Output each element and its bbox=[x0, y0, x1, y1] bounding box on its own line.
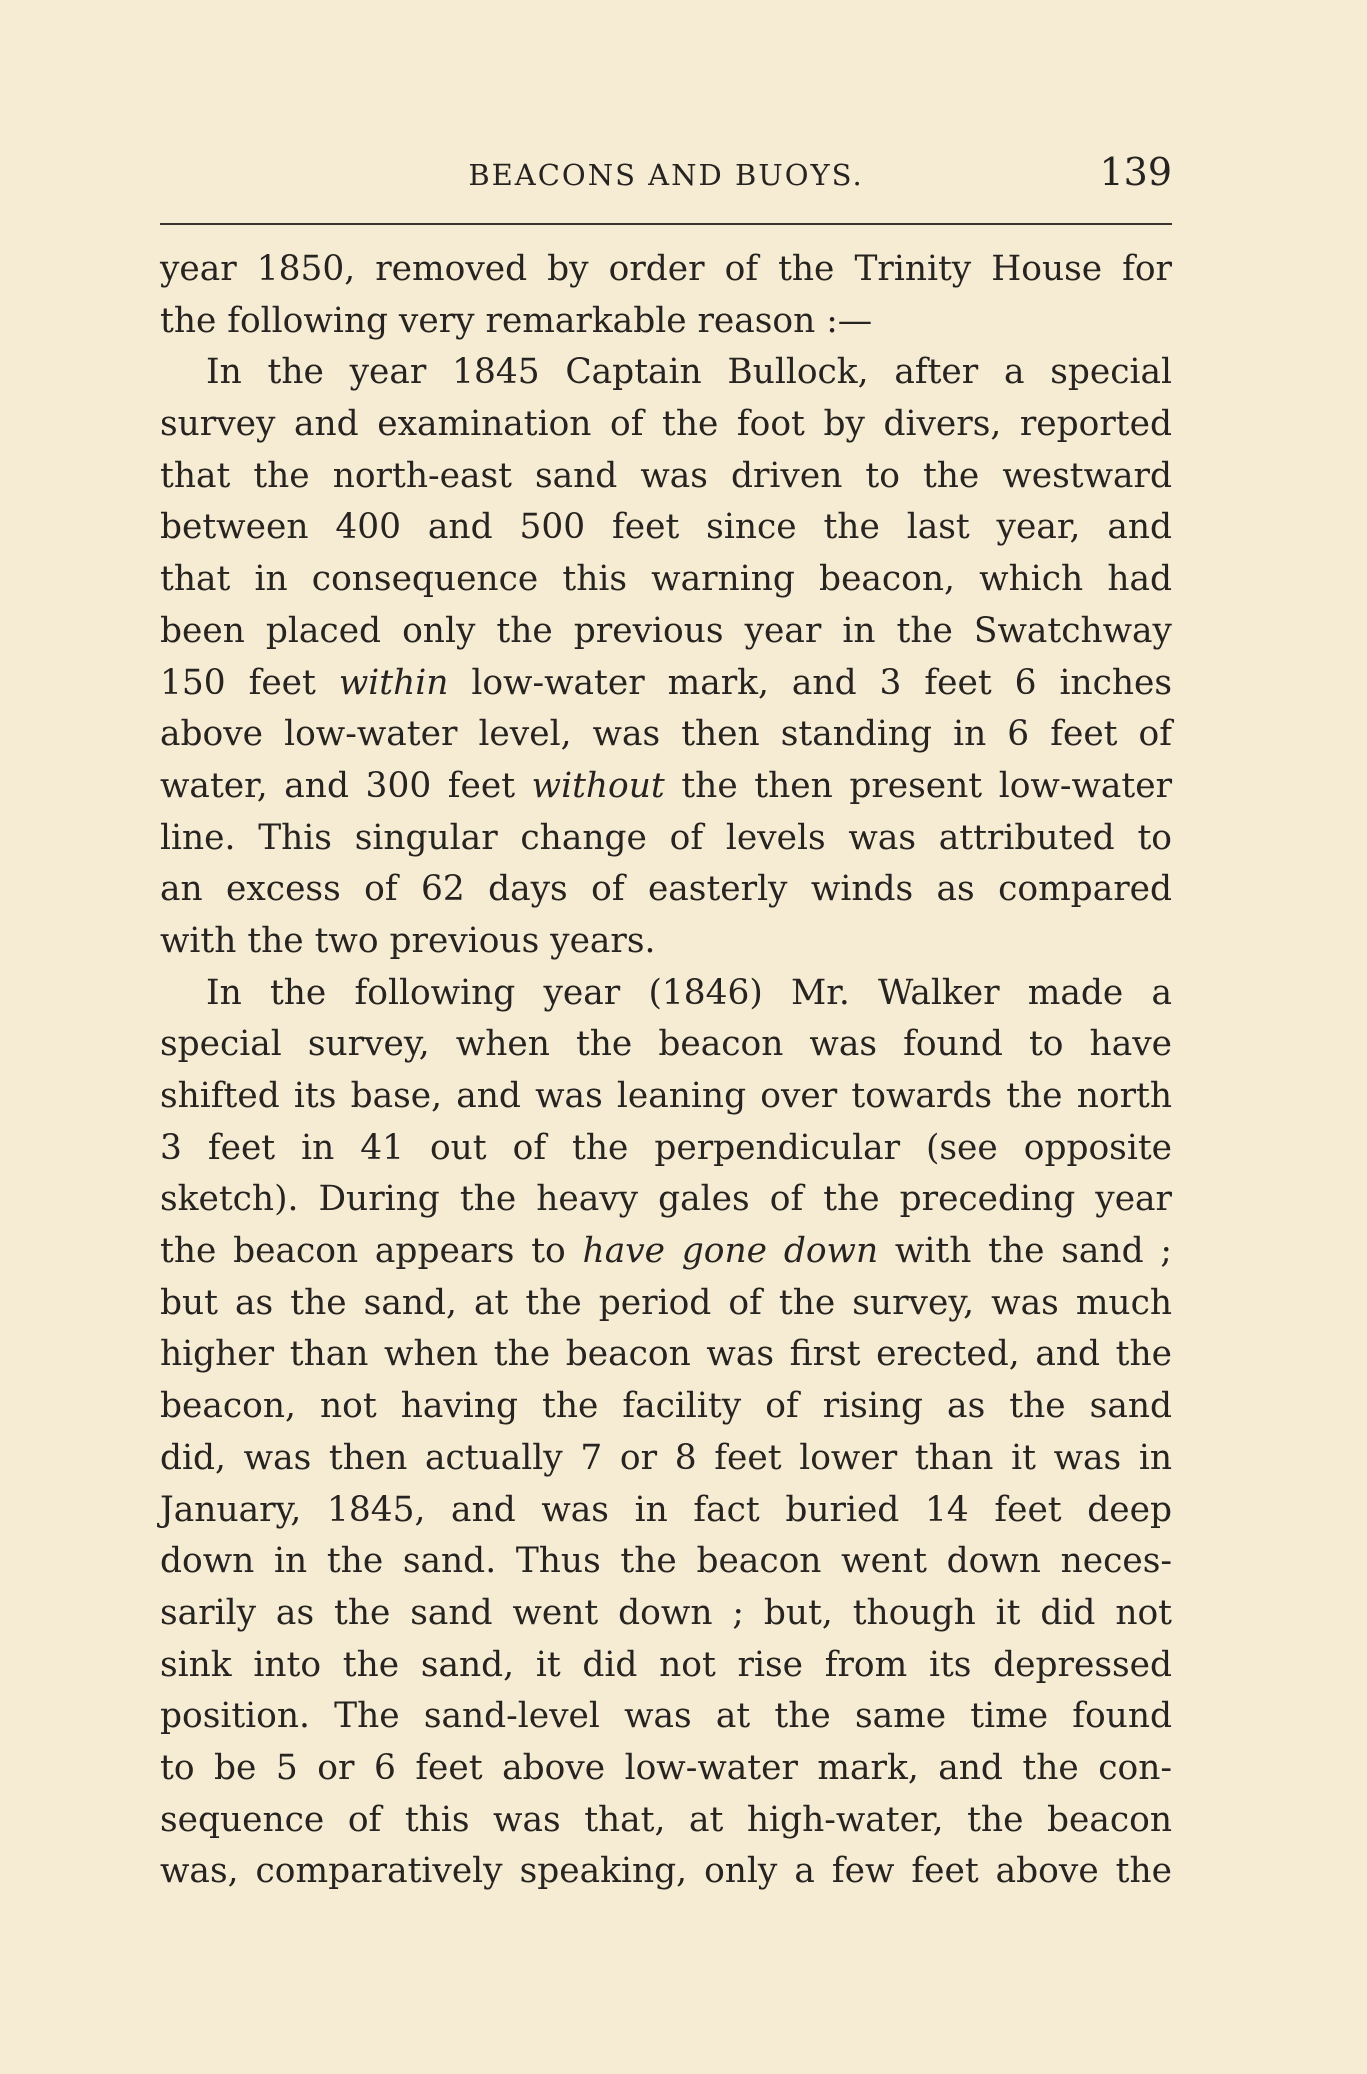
italic-emphasis: without bbox=[531, 765, 665, 806]
text-line: line. This singular change of levels was attributed to bbox=[160, 817, 1172, 858]
text-line: between 400 and 500 feet since the last year, and bbox=[160, 507, 1172, 548]
text-line: beacon, not having the facility of rising as the sand bbox=[160, 1386, 1172, 1427]
text-line: survey and examination of the foot by divers, reported bbox=[160, 404, 1172, 445]
page-number: 139 bbox=[1099, 150, 1172, 194]
text-line: sequence of this was that, at high-water, the beacon bbox=[160, 1799, 1172, 1840]
text-line: shifted its base, and was leaning over towards the north bbox=[160, 1076, 1172, 1116]
text-line: an excess of 62 days of easterly winds as compared bbox=[160, 869, 1172, 910]
text-line: position. The sand-level was at the same time found bbox=[160, 1696, 1172, 1737]
running-header bbox=[160, 150, 1172, 210]
text-line: been placed only the previous year in the Swatchway bbox=[160, 610, 1172, 651]
text-line: down in the sand. Thus the beacon went down neces- bbox=[160, 1541, 1172, 1582]
text-line: water, and 300 feet without the then present low-water bbox=[160, 765, 1173, 806]
text-line: to be 5 or 6 feet above low-water mark, and the con- bbox=[160, 1747, 1172, 1788]
text-line: higher than when the beacon was first erected, and the bbox=[160, 1334, 1172, 1375]
text-line: sketch). During the heavy gales of the preceding year bbox=[160, 1179, 1172, 1220]
text-line: 3 feet in 41 out of the perpendicular (see opposite bbox=[160, 1127, 1172, 1168]
text-line: 150 feet within low-water mark, and 3 feet 6 inches bbox=[160, 662, 1172, 703]
text-line: sarily as the sand went down ; but, though it did not bbox=[160, 1592, 1172, 1633]
text-line: but as the sand, at the period of the survey, was much bbox=[160, 1282, 1172, 1323]
italic-emphasis: within bbox=[338, 662, 449, 703]
text-line: In the year 1845 Captain Bullock, after a special bbox=[206, 352, 1172, 393]
text-line: year 1850, removed by order of the Trinity House for bbox=[160, 249, 1172, 289]
italic-emphasis: have gone down bbox=[582, 1231, 879, 1272]
text-line: that the north-east sand was driven to the westward bbox=[160, 455, 1172, 496]
header-rule bbox=[160, 223, 1172, 225]
text-line: did, was then actually 7 or 8 feet lower than it was in bbox=[160, 1437, 1172, 1478]
text-line: January, 1845, and was in fact buried 14 feet deep bbox=[160, 1489, 1172, 1530]
body-text bbox=[160, 244, 1172, 1898]
text-line: with the two previous years. bbox=[160, 920, 656, 961]
text-line: the beacon appears to have gone down with the sand ; bbox=[160, 1231, 1172, 1272]
text-line: that in consequence this warning beacon, which had bbox=[160, 559, 1172, 600]
text-line: was, comparatively speaking, only a few feet above the bbox=[160, 1851, 1172, 1892]
text-line: above low-water level, was then standing in 6 feet of bbox=[160, 714, 1172, 755]
running-title: BEACONS AND BUOYS. bbox=[468, 158, 864, 192]
text-line: sink into the sand, it did not rise from its depressed bbox=[160, 1644, 1172, 1685]
text-line: In the following year (1846) Mr. Walker made a bbox=[206, 972, 1172, 1013]
text-line: the following very remarkable reason :— bbox=[160, 300, 873, 341]
text-line: special survey, when the beacon was found to have bbox=[160, 1024, 1172, 1065]
